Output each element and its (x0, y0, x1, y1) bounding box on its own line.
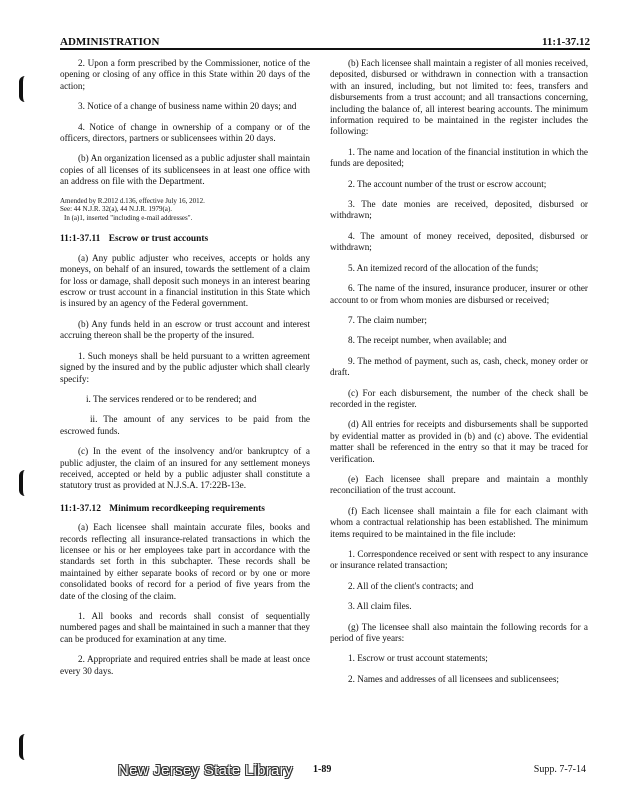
header-section-number: 11:1-37.12 (542, 36, 590, 48)
paragraph: 2. Appropriate and required entries shall be made at least once every 30 days. (60, 654, 310, 676)
section-heading (60, 504, 310, 515)
header-rule (60, 48, 590, 50)
paragraph: 4. The amount of money received, deposited, disbursed or withdrawn; (330, 230, 588, 253)
paragraph: 2. The account number of the trust or escrow account; (348, 178, 547, 189)
paragraph: 1. Escrow or trust account statements; (348, 653, 488, 664)
amendment-line: In (a)1, inserted "including e-mail addresses". (64, 213, 193, 222)
supplement-date: Supp. 7-7-14 (533, 764, 586, 775)
paragraph: ii. The amount of any services to be paid from the escrowed funds. (60, 414, 310, 436)
revision-bracket-icon (19, 734, 29, 760)
paragraph: 3. The date monies are received, deposited, disbursed or withdrawn; (330, 199, 588, 221)
amendment-note (60, 197, 310, 223)
header-title: ADMINISTRATION (60, 36, 160, 48)
paragraph: (a) Each licensee shall maintain accurate files, books and records reflecting all insurance-related transactions in which the licensee or his or her employees take part in accordance with the standards set forth in this subchapter. These records shall be maintained by either separate books of record or by one or more consolidated books of record for a period of five years from the date of the closing of the claim. (60, 522, 310, 601)
paragraph: 9. The method of payment, such as, cash, check, money order or draft. (330, 355, 588, 378)
section-title: Escrow or trust accounts (108, 234, 209, 245)
paragraph: 4. Notice of change in ownership of a company or of the officers, directors, partners or sublicensees within 20 days. (60, 121, 310, 144)
section-heading (60, 234, 310, 245)
amendment-line: Amended by R.2012 d.136, effective July 16, 2012. (60, 196, 205, 205)
paragraph: 1. Correspondence received or sent with respect to any insurance or insurance related transaction; (330, 549, 588, 571)
paragraph: 3. All claim files. (348, 601, 412, 612)
paragraph: 2. Names and addresses of all licensees and sublicensees; (348, 673, 559, 684)
paragraph: 6. The name of the insured, insurance producer, insurer or other account to or from whom monies are disbursed or received; (330, 283, 588, 305)
paragraph: 2. All of the client's contracts; and (348, 580, 474, 591)
page-number: 1-89 (313, 764, 332, 775)
paragraph: 7. The claim number; (348, 314, 427, 325)
paragraph: (c) For each disbursement, the number of the check shall be recorded in the register. (330, 387, 588, 409)
paragraph: (b) Any funds held in an escrow or trust account and interest accruing thereon shall be the property of the insured. (60, 318, 310, 341)
library-watermark: New Jersey State Library (118, 762, 293, 779)
paragraph: 1. The name and location of the financial institution in which the funds are deposited; (330, 146, 588, 169)
page-header (60, 30, 590, 48)
paragraph: (e) Each licensee shall prepare and maintain a monthly reconciliation of the trust account. (330, 473, 588, 496)
paragraph: i. The services rendered or to be rendered; and (86, 393, 257, 404)
paragraph: (g) The licensee shall also maintain the following records for a period of five years: (330, 621, 588, 644)
amendment-line: See: 44 N.J.R. 32(a), 44 N.J.R. 1979(a). (60, 205, 172, 214)
paragraph: 3. Notice of a change of business name within 20 days; and (78, 101, 297, 112)
revision-bracket-icon (19, 470, 29, 496)
paragraph: 2. Upon a form prescribed by the Commissioner, notice of the opening or closing of any office in this State within 20 days of the action; (60, 58, 310, 91)
paragraph: (f) Each licensee shall maintain a file for each claimant with whom a contractual relationship has been established. The minimum items required to be maintained in the file include: (330, 505, 588, 539)
paragraph: 8. The receipt number, when available; and (348, 335, 507, 346)
left-column (60, 58, 310, 686)
paragraph: 1. All books and records shall consist of sequentially numbered pages and shall be maintained in such a manner that they can be produced for examination at any time. (60, 611, 310, 644)
paragraph: (d) All entries for receipts and disbursements shall be supported by evidential matter as provided in (b) and (c) above. The evidential matter shall be referenced in the entry so that it may be traced for verification. (330, 419, 588, 464)
section-number: 11:1-37.11 (60, 234, 101, 245)
paragraph: (a) Any public adjuster who receives, accepts or holds any moneys, on behalf of an insured, towards the settlement of a claim for loss or damage, shall deposit such moneys in an interest bearing escrow or trust account in a financial institution in this State which is insured by an agency of the Federal government. (60, 252, 310, 309)
paragraph: (b) An organization licensed as a public adjuster shall maintain copies of all licenses of its sublicensees in at least one office with an address on file with the Department. (60, 153, 310, 187)
section-title: Minimum recordkeeping requirements (109, 503, 265, 514)
page-footer (60, 764, 590, 784)
right-column (330, 58, 588, 694)
section-number: 11:1-37.12 (60, 503, 101, 514)
paragraph: (c) In the event of the insolvency and/or bankruptcy of a public adjuster, the claim of an insured for any settlement moneys received, accepted or held by a public adjuster shall constitute a statutory trust as provided at N.J.S.A. 17:22B-13e. (60, 446, 310, 491)
paragraph: 1. Such moneys shall be held pursuant to a written agreement signed by the insured and by the public adjuster which shall clearly specify: (60, 350, 310, 384)
revision-bracket-icon (19, 76, 29, 102)
paragraph: 5. An itemized record of the allocation of the funds; (348, 262, 539, 273)
paragraph: (b) Each licensee shall maintain a register of all monies received, deposited, disbursed or withdrawn in connection with a transaction with an insured, including, but not limited to: fees, transfers and disbursements from a trust account; and all transactions concerning, including the balance of, all interest bearing accounts. The minimum information required to be maintained in the register includes the following: (330, 58, 588, 137)
